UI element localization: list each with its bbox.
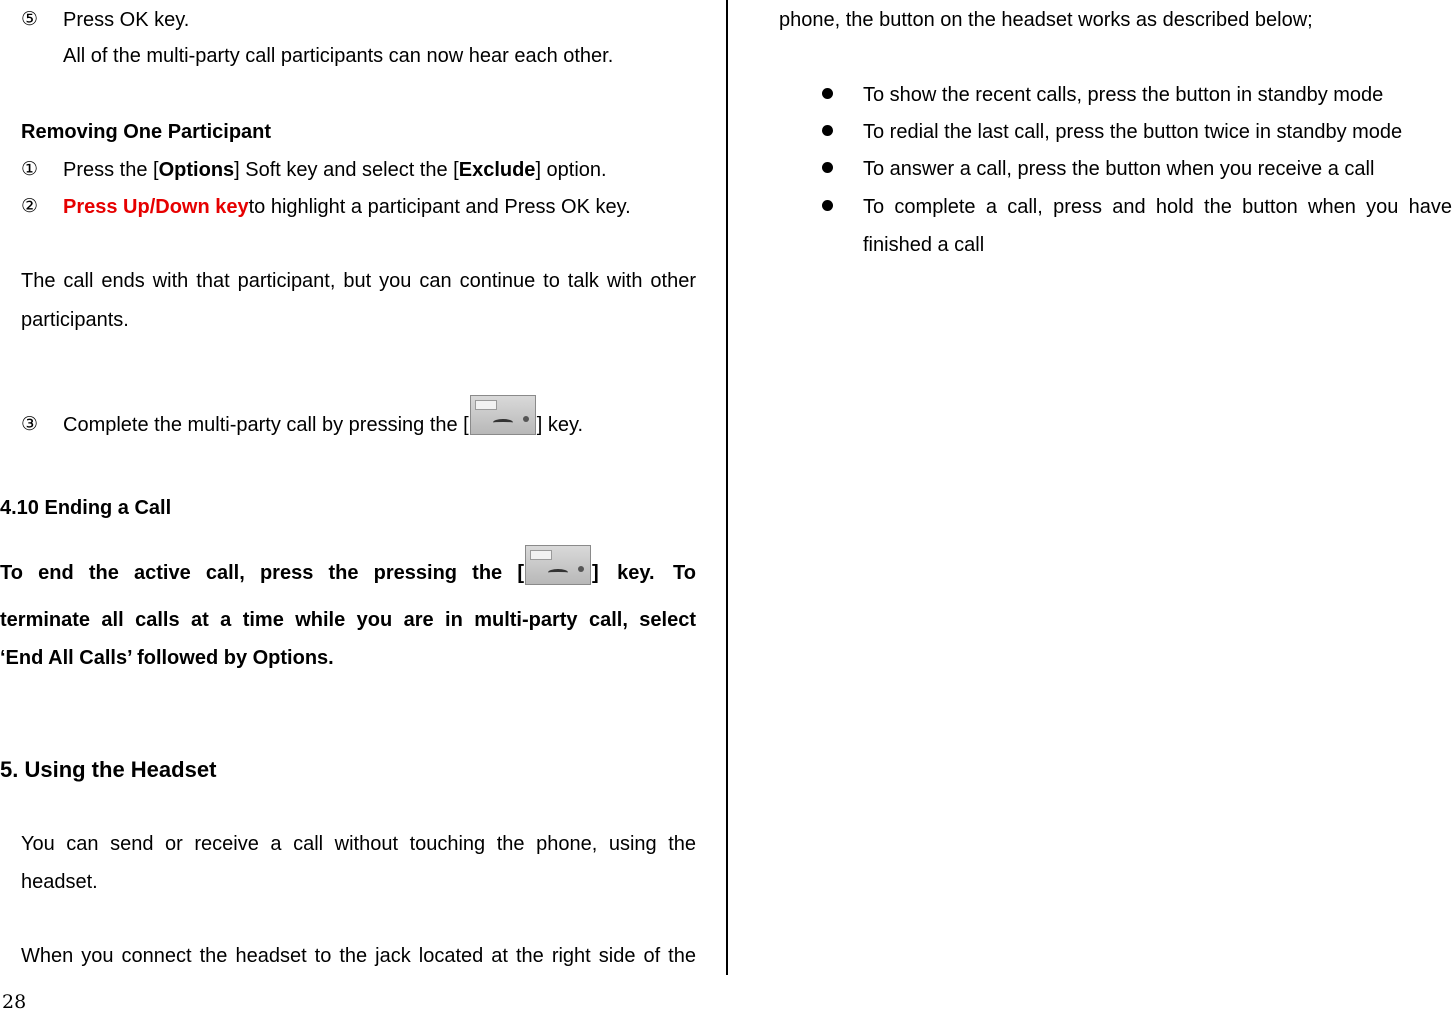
step-2-text: Press Up/Down keyto highlight a participant and Press OK key. [63,196,631,218]
bullet-icon [822,125,833,136]
step-5-subtext: All of the multi-party call participants can now hear each other. [63,45,614,67]
end-call-line-3: ‘End All Calls’ followed by Options. [0,647,334,669]
column-divider [726,0,728,975]
headset-intro-line-2: headset. [21,871,98,893]
end-call-line-2: terminate all calls at a time while you are in multi-party call, select [0,609,696,631]
bullet-icon [822,162,833,173]
bullet-item: To redial the last call, press the button twice in standby mode [863,121,1403,143]
headset-intro-line-1: You can send or receive a call without touching the phone, using the [21,833,696,855]
end-call-key-icon [470,395,536,435]
step-3-text: Complete the multi-party call by pressing the [ ] key. [63,387,583,435]
bullet-item: To answer a call, press the button when you receive a call [863,158,1375,180]
step-1-text: Press the [Options] Soft key and select the [Exclude] option. [63,159,607,181]
call-ends-line-1: The call ends with that participant, but you can continue to talk with other [21,270,696,292]
step-1-number: ① [21,158,39,180]
section-4-10-heading: 4.10 Ending a Call [0,497,172,519]
step-5-number: ⑤ [21,8,39,30]
removing-participant-heading: Removing One Participant [21,121,272,143]
bullet-item: To complete a call, press and hold the button when you have [863,196,1452,218]
options-label: Options [158,159,235,181]
step-5-text: Press OK key. [63,9,190,31]
call-ends-line-2: participants. [21,309,129,331]
end-call-key-icon [525,545,591,585]
page-number: 28 [2,991,27,1013]
bullet-item: To show the recent calls, press the button in standby mode [863,84,1384,106]
bullet-icon [822,200,833,211]
headset-connect-line: When you connect the headset to the jack located at the right side of the [21,945,696,967]
bullet-icon [822,88,833,99]
end-call-line-1: To end the active call, press the pressing the [ ] key. To [0,537,696,585]
step-3-number: ③ [21,413,39,435]
exclude-label: Exclude [458,159,536,181]
step-2-number: ② [21,195,39,217]
section-5-heading: 5. Using the Headset [0,757,217,782]
bullet-item-continuation: finished a call [863,234,985,256]
up-down-key-highlight: Press Up/Down key [63,196,249,218]
headset-phone-line: phone, the button on the headset works as described below; [779,9,1313,31]
